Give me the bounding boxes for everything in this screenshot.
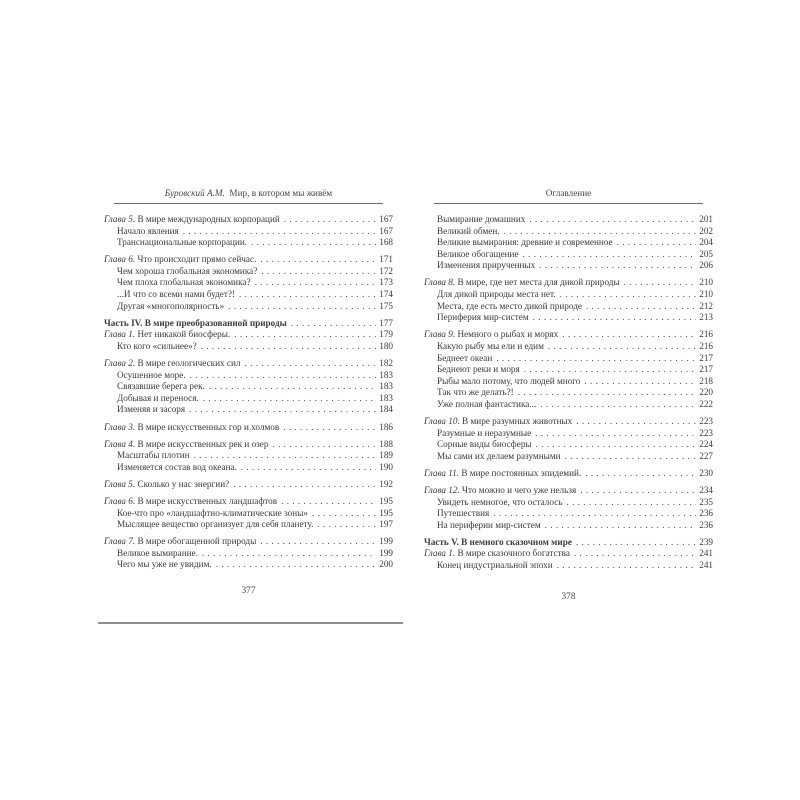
dot-leader xyxy=(272,439,376,451)
toc-entry xyxy=(104,393,393,405)
toc-entry-label: Другая «многополярность» xyxy=(117,300,225,311)
toc-entry-label: Беднеет океан xyxy=(437,352,493,363)
toc-entry xyxy=(424,312,713,324)
dot-leader xyxy=(245,358,377,370)
toc-entry-page: 200 xyxy=(379,559,393,570)
toc-entry-chapter-prefix: Глава 5. xyxy=(104,478,138,489)
toc-entry-label: Кое-что про «ландшафтно-климатические зоны» xyxy=(117,507,308,518)
toc-entry-label: Великие вымирания: древние и современное xyxy=(437,237,613,248)
dot-leader xyxy=(183,226,376,238)
toc-entry-label: Так что же делать?! xyxy=(437,387,514,398)
toc-entry-page: 197 xyxy=(379,519,393,530)
toc-entry-chapter-prefix: Глава 9. xyxy=(424,329,458,340)
toc-entry-label: Глава 2. В мире геологических сил xyxy=(104,358,241,369)
toc-list-right xyxy=(424,214,713,572)
page-number-left: 377 xyxy=(241,586,256,597)
dot-leader xyxy=(560,289,697,301)
toc-entry xyxy=(104,559,393,571)
dot-leader xyxy=(566,497,696,509)
toc-entry xyxy=(104,496,393,508)
toc-entry xyxy=(104,450,393,462)
toc-entry-label: Глава 7. В мире обогащенной природы xyxy=(104,536,257,547)
toc-entry-page: 210 xyxy=(699,277,713,288)
toc-list-left xyxy=(104,214,393,571)
toc-entry-chapter-prefix: Глава 3. xyxy=(104,421,138,432)
dot-leader xyxy=(255,277,377,289)
toc-entry-page: 212 xyxy=(699,300,713,311)
toc-entry-chapter-prefix: Глава 2. xyxy=(104,358,138,369)
toc-entry-label: Уже полная фантастика... xyxy=(437,398,537,409)
toc-entry-label: Часть IV. В мире преобразованной природы xyxy=(104,317,287,328)
toc-entry-label: Часть V. В немного сказочном мире xyxy=(424,536,572,547)
left-page xyxy=(104,188,393,596)
toc-entry-label: Связавшие берега рек. xyxy=(117,381,205,392)
running-header-right xyxy=(434,188,703,204)
toc-entry xyxy=(424,214,713,226)
toc-entry-page: 174 xyxy=(379,289,393,300)
dot-leader xyxy=(535,428,696,440)
dot-leader xyxy=(493,508,696,520)
toc-entry-page: 230 xyxy=(699,467,713,478)
toc-entry-label: Беднеют реки и моря xyxy=(437,364,520,375)
toc-entry-page: 218 xyxy=(699,375,713,386)
toc-entry-label: Мы сами их делаем разумными xyxy=(437,450,561,461)
dot-leader xyxy=(190,370,377,382)
toc-entry-chapter-prefix: Глава 4. xyxy=(104,438,138,449)
dot-leader xyxy=(539,260,696,272)
dot-leader xyxy=(201,341,377,353)
toc-entry xyxy=(424,364,713,376)
toc-entry-chapter-prefix: Глава 1. xyxy=(104,329,138,340)
toc-entry xyxy=(424,560,713,572)
toc-entry-page: 199 xyxy=(379,547,393,558)
toc-entry-label: Изменяя и засоря xyxy=(117,404,186,415)
toc-entry-page: 216 xyxy=(699,329,713,340)
toc-entry xyxy=(424,376,713,388)
toc-entry xyxy=(424,548,713,560)
toc-entry-page: 202 xyxy=(699,225,713,236)
toc-entry xyxy=(104,277,393,289)
running-header-left xyxy=(114,188,383,204)
toc-entry-label: Глава 5. В мире международных корпораций xyxy=(104,214,280,224)
dot-leader xyxy=(529,214,696,226)
dot-leader xyxy=(518,387,696,399)
toc-entry-label: Рыбы мало потому, что людей много xyxy=(437,375,581,386)
toc-entry xyxy=(424,485,713,497)
dot-leader xyxy=(194,450,377,462)
dot-leader xyxy=(239,289,376,301)
dot-leader xyxy=(617,237,697,249)
dot-leader xyxy=(624,277,697,289)
dot-leader xyxy=(523,249,697,261)
toc-entry-label: Осушенное море. xyxy=(117,369,186,380)
toc-entry-label: Конец индустриальной эпохи xyxy=(437,560,553,571)
toc-entry-chapter-prefix: Глава 1. xyxy=(424,548,458,559)
toc-entry xyxy=(104,479,393,491)
toc-entry-label: Чем хороша глобальная экономика? xyxy=(117,265,258,276)
dot-leader xyxy=(233,479,376,491)
toc-entry-label: Периферия мир-систем xyxy=(437,312,529,323)
running-header-author: Буровский А.М. xyxy=(164,188,225,198)
toc-entry-page: 223 xyxy=(699,427,713,438)
toc-entry-label: Изменения прирученных xyxy=(437,260,536,271)
toc-entry-chapter-prefix: Глава 10. xyxy=(424,416,463,426)
toc-entry-page: 216 xyxy=(699,340,713,351)
toc-entry-label: Глава 9. Немного о рыбах и морях xyxy=(424,329,559,340)
toc-entry-page: 220 xyxy=(699,387,713,398)
toc-entry-page: 180 xyxy=(379,340,393,351)
toc-entry-page: 217 xyxy=(699,364,713,375)
toc-entry-label: Глава 4. В мире искусственных рек и озер xyxy=(104,438,269,449)
toc-entry-label: Глава 11. В мире постоянных эпидемий. xyxy=(424,467,582,478)
toc-entry-page: 171 xyxy=(379,254,393,265)
dot-leader xyxy=(586,301,696,313)
toc-entry-page: 192 xyxy=(379,478,393,489)
toc-entry-label: Места, где есть место дикой природе xyxy=(437,300,582,311)
toc-entry-page: 167 xyxy=(379,214,393,224)
toc-entry-page: 189 xyxy=(379,450,393,461)
toc-entry-page: 190 xyxy=(379,461,393,472)
toc-entry-page: 186 xyxy=(379,421,393,432)
toc-entry xyxy=(424,260,713,272)
toc-entry-page: 223 xyxy=(699,416,713,426)
dot-leader xyxy=(260,536,376,548)
toc-entry-label: Глава 8. В мире, где нет места для дикой природы xyxy=(424,277,620,288)
toc-entry-page: 201 xyxy=(699,214,713,224)
toc-entry-label: Великое вымирание. xyxy=(117,547,198,558)
toc-entry xyxy=(424,399,713,411)
toc-entry-page: 168 xyxy=(379,237,393,248)
dot-leader xyxy=(533,312,697,324)
toc-entry-page: 195 xyxy=(379,507,393,518)
toc-entry-label: Глава 6. Что происходит прямо сейчас. xyxy=(104,254,257,265)
dot-leader xyxy=(209,381,376,393)
toc-entry xyxy=(104,404,393,416)
toc-entry xyxy=(424,468,713,480)
dot-leader xyxy=(548,341,696,353)
toc-entry-label: Глава 10. В мире разумных животных xyxy=(424,416,573,426)
toc-entry-page: 217 xyxy=(699,352,713,363)
toc-entry xyxy=(424,353,713,365)
dot-leader xyxy=(536,439,697,451)
toc-entry xyxy=(424,508,713,520)
toc-entry xyxy=(424,289,713,301)
toc-entry xyxy=(424,249,713,261)
dot-leader xyxy=(562,329,696,341)
toc-entry-label: ...И что со всеми нами будет?! xyxy=(117,289,236,300)
toc-entry-label: Изменяется состав вод океана. xyxy=(117,461,237,472)
dot-leader xyxy=(241,462,376,474)
dot-leader xyxy=(251,237,376,249)
toc-entry-label: Чего мы уже не увидим. xyxy=(117,559,212,570)
toc-entry xyxy=(424,439,713,451)
toc-entry-page: 210 xyxy=(699,289,713,300)
dot-leader xyxy=(584,376,696,388)
toc-entry xyxy=(104,237,393,249)
toc-entry xyxy=(424,237,713,249)
toc-entry-label: Начало явления xyxy=(117,225,179,236)
dot-leader xyxy=(216,559,377,571)
toc-entry-chapter-prefix: Глава 6. xyxy=(104,254,138,265)
toc-entry xyxy=(104,358,393,370)
toc-entry-page: 235 xyxy=(699,496,713,507)
toc-entry xyxy=(424,416,713,428)
toc-entry xyxy=(104,548,393,560)
running-header-title: Оглавление xyxy=(545,188,592,198)
dot-leader xyxy=(545,520,697,532)
toc-entry-page: 224 xyxy=(699,439,713,450)
toc-entry-page: 183 xyxy=(379,392,393,403)
toc-entry-chapter-prefix: Глава 5. xyxy=(104,214,138,224)
toc-entry-label: Глава 1. В мире сказочного богатства xyxy=(424,548,570,559)
toc-entry-label: Великое обогащение xyxy=(437,248,519,259)
toc-entry-chapter-prefix: Глава 12. xyxy=(424,484,463,495)
toc-entry-label: На периферии мир-систем xyxy=(437,519,541,530)
page-edge-line xyxy=(98,622,403,624)
toc-entry xyxy=(424,277,713,289)
toc-entry xyxy=(104,519,393,531)
toc-entry-page: 206 xyxy=(699,260,713,271)
toc-entry xyxy=(104,254,393,266)
toc-entry-label: Какую рыбу мы ели и едим xyxy=(437,340,544,351)
toc-entry-label: Мыслящее вещество организует для себя планету. xyxy=(117,519,314,530)
dot-leader xyxy=(283,422,376,434)
dot-leader xyxy=(576,537,696,549)
toc-entry-label: Увидеть немногое, что осталось xyxy=(437,496,563,507)
toc-entry-chapter-prefix: Глава 11. xyxy=(424,467,462,478)
toc-entry-chapter-prefix: Глава 6. xyxy=(104,495,138,506)
toc-entry xyxy=(104,289,393,301)
toc-entry-label: Сорные виды биосферы xyxy=(437,439,532,450)
toc-entry-label: Глава 12. Что можно и чего уже нельзя xyxy=(424,484,577,495)
dot-leader xyxy=(496,353,696,365)
toc-entry xyxy=(424,341,713,353)
toc-entry-page: 188 xyxy=(379,438,393,449)
toc-entry xyxy=(424,428,713,440)
toc-entry xyxy=(424,537,713,549)
toc-entry-page: 236 xyxy=(699,508,713,519)
toc-entry-page: 175 xyxy=(379,300,393,311)
toc-entry xyxy=(104,318,393,330)
dot-leader xyxy=(202,548,376,560)
toc-entry xyxy=(104,301,393,313)
toc-entry-page: 182 xyxy=(379,358,393,369)
toc-entry xyxy=(104,226,393,238)
toc-entry xyxy=(424,451,713,463)
dot-leader xyxy=(574,548,696,560)
toc-entry-label: Глава 6. В мире искусственных ландшафтов xyxy=(104,495,278,506)
dot-leader xyxy=(504,226,697,238)
toc-entry-page: 172 xyxy=(379,265,393,276)
toc-entry-label: Путешествия xyxy=(437,508,490,519)
toc-entry-page: 173 xyxy=(379,277,393,288)
dot-leader xyxy=(284,214,376,226)
toc-entry-page: 227 xyxy=(699,450,713,461)
toc-entry-page: 213 xyxy=(699,312,713,323)
toc-entry-page: 241 xyxy=(699,548,713,559)
toc-entry-label: Для дикой природы места нет. xyxy=(437,289,556,300)
toc-entry xyxy=(104,214,393,226)
toc-entry-label: Разумные и неразумные xyxy=(437,427,532,438)
dot-leader xyxy=(317,519,376,531)
toc-entry-label: Добывая и перенося. xyxy=(117,392,199,403)
toc-entry xyxy=(424,520,713,532)
dot-leader xyxy=(585,468,696,480)
dot-leader xyxy=(281,496,376,508)
dot-leader xyxy=(580,485,696,497)
toc-entry-label: Великий обмен. xyxy=(437,225,500,236)
dot-leader xyxy=(557,560,697,572)
toc-entry-page: 236 xyxy=(699,519,713,530)
dot-leader xyxy=(565,451,697,463)
toc-entry-page: 195 xyxy=(379,495,393,506)
dot-leader xyxy=(261,266,376,278)
dot-leader xyxy=(203,393,376,405)
dot-leader xyxy=(312,508,376,520)
toc-entry-label: Глава 5. Сколько у нас энергии? xyxy=(104,478,230,489)
toc-entry-page: 204 xyxy=(699,237,713,248)
toc-entry-label: Глава 3. В мире искусственных гор и холмов xyxy=(104,421,280,432)
toc-entry-page: 222 xyxy=(699,398,713,409)
toc-entry xyxy=(104,508,393,520)
toc-entry-chapter-prefix: Глава 7. xyxy=(104,536,138,547)
toc-entry-page: 183 xyxy=(379,381,393,392)
toc-entry xyxy=(424,226,713,238)
toc-entry xyxy=(104,266,393,278)
toc-entry xyxy=(424,497,713,509)
toc-entry-label: Глава 1. Нет никакой биосферы. xyxy=(104,329,231,340)
toc-entry xyxy=(104,462,393,474)
toc-entry xyxy=(424,387,713,399)
dot-leader xyxy=(260,254,376,266)
page-number-right: 378 xyxy=(561,591,576,602)
toc-entry xyxy=(104,381,393,393)
toc-entry xyxy=(104,422,393,434)
toc-entry-page: 177 xyxy=(379,317,393,328)
toc-entry-page: 241 xyxy=(699,560,713,571)
dot-leader xyxy=(234,329,376,341)
dot-leader xyxy=(540,399,696,411)
dot-leader xyxy=(291,318,376,330)
toc-entry-page: 234 xyxy=(699,484,713,495)
toc-entry-page: 239 xyxy=(699,536,713,547)
toc-entry-page: 167 xyxy=(379,225,393,236)
dot-leader xyxy=(576,416,696,428)
toc-entry-page: 179 xyxy=(379,329,393,340)
toc-entry xyxy=(424,301,713,313)
toc-entry xyxy=(104,439,393,451)
toc-entry-page: 184 xyxy=(379,404,393,415)
toc-entry-label: Транснациональные корпорации. xyxy=(117,237,248,248)
running-header-title: Мир, в котором мы живём xyxy=(229,188,333,198)
toc-entry xyxy=(104,370,393,382)
toc-entry xyxy=(104,536,393,548)
toc-entry-page: 205 xyxy=(699,248,713,259)
toc-entry xyxy=(104,329,393,341)
toc-entry-page: 199 xyxy=(379,536,393,547)
toc-entry-page: 183 xyxy=(379,369,393,380)
toc-entry-label: Чем плоха глобальная экономика? xyxy=(117,277,251,288)
toc-entry-label: Масштабы плотин xyxy=(117,450,190,461)
dot-leader xyxy=(228,301,376,313)
dot-leader xyxy=(189,404,376,416)
toc-entry-chapter-prefix: Глава 8. xyxy=(424,277,458,288)
toc-entry xyxy=(104,341,393,353)
toc-entry xyxy=(424,329,713,341)
right-page xyxy=(424,188,713,602)
dot-leader xyxy=(524,364,696,376)
toc-entry-label: Кто кого «сильнее»? xyxy=(117,340,197,351)
toc-entry-label: Вымирание домашних xyxy=(437,214,526,224)
